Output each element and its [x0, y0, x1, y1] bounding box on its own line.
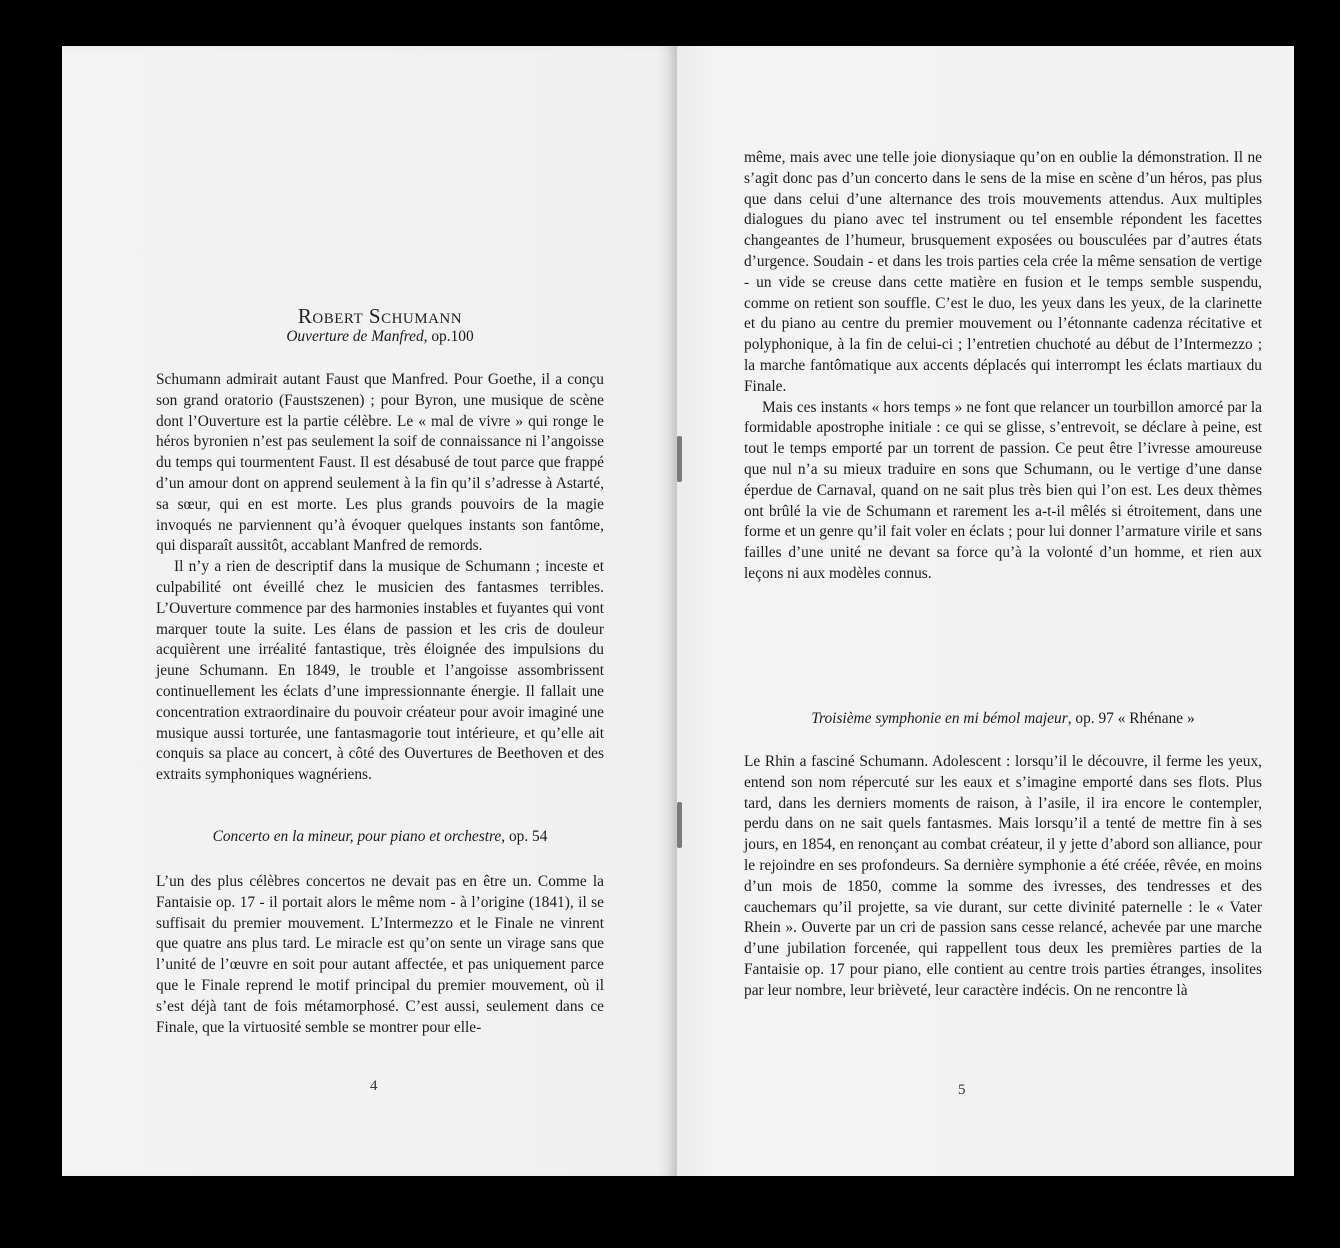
concerto-text: [156, 872, 604, 1038]
section-heading-manfred: Ouverture de Manfred, op.100: [286, 328, 474, 345]
rhenane-text: [744, 752, 1262, 1002]
page-number-left: 4: [370, 1078, 378, 1094]
paragraph: même, mais avec une telle joie dionysiaque qu’on en oublie la démonstration. Il ne s’agit donc pas d’un concerto dans le sens de la mise en scène d’un héros, pas plus que dans celui d’une alternance des trois mouvements attendus. Aux multiples dialogues du piano avec tel instrument ou tel ensemble répondent les facettes changeantes de l’humeur, brusquement exposées ou bousculées par d’autres états d’urgence. Soudain - et dans les trois parties cela crée la même sensation de vertige - un vide se creuse dans cette matière en fusion et le temps semble suspendu, comme on retient son souffle. C’est le duo, les yeux dans les yeux, de la clarinette et du piano au centre du premier mouvement ou l’étonnante cadenza récitative et polyphonique, à la fin de celui-ci ; l’entretien chuchoté au début de l’Intermezzo ; la marche fantômatique aux accents déplacés qui interrompt les éclats martiaux du Finale.: [744, 149, 1262, 395]
paragraph: L’un des plus célèbres concertos ne devait pas en être un. Comme la Fantaisie op. 17 - il portait alors le même nom - à l’origine (1841), il se suffisait du premier mouvement. L’Intermezzo et le Finale ne vinrent que quatre ans plus tard. Le miracle est qu’on sente un virage sans que l’unité de l’œuvre en soit pour autant affectée, et pas uniquement parce que le Finale reprend le motif principal du premier mouvement, où il s’est déjà tant de fois métamorphosé. C’est aussi, seulement dans ce Finale, que la virtuosité semble se montrer pour elle-: [156, 873, 604, 1036]
center-fold: [675, 46, 677, 1176]
paragraph: Le Rhin a fasciné Schumann. Adolescent : lorsqu’il le découvre, il ferme les yeux, entend son nom répercuté sur les eaux et s’imagine emporté dans ses flots. Plus tard, dans les derniers moments de raison, à l’asile, il ira encore le contempler, perdu dans on ne sait quels fantasmes. Mais lorsqu’il a tenté de mettre fin à ses jours, en 1854, en renonçant au combat créateur, il y jette d’abord son alliance, pour le rejoindre en ses profondeurs. Sa dernière symphonie a été créée, rêvée, en moins d’un mois de 1850, comme la somme des ivresses, des tendresses et des cauchemars qu’il projette, sa vie durant, sur cette divinité paternelle : le « Vater Rhein ». Ouverte par un cri de passion sans cesse relancé, achevée par une marche d’une jubilation forcenée, qui rappellent tous deux les premières parties de la Fantaisie op. 17 pour piano, elle contient au centre trois parties étranges, insolites par leur nombre, leur brièveté, leur caractère indécis. On ne rencontre là: [744, 753, 1262, 999]
paragraph: Il n’y a rien de descriptif dans la musique de Schumann ; inceste et culpabilité ont éveillé chez le musicien des fantasmes terribles. L’Ouverture commence par des harmonies instables et fuyantes qui vont marquer toute la suite. Les élans de passion et les cris de douleur acquièrent une irréalité fantastique, très éloignée des impulsions du jeune Schumann. En 1849, le trouble et l’angoisse assombrissent continuellement les éclats d’une impressionnante énergie. Il fallait une concentration extraordinaire du pouvoir créateur pour avoir imaginé une musique aussi torturée, une fantasmagorie tout intérieure, et qu’elle ait conquis sa place au concert, à côté des Ouvertures de Beethoven et des extraits symphoniques wagnériens.: [156, 558, 604, 784]
section-heading-rhenane: Troisième symphonie en mi bémol majeur, op. 97 « Rhénane »: [811, 710, 1195, 727]
page-title: Robert Schumann: [297, 304, 463, 328]
concerto-continued-text: [744, 148, 1262, 585]
page-number-right: 5: [958, 1082, 966, 1098]
booklet-spread: [62, 46, 1294, 1176]
staple-top: [677, 436, 682, 482]
paragraph: Mais ces instants « hors temps » ne font que relancer un tourbillon amorcé par la formidable apostrophe initiale : ce qui se glisse, s’entrevoit, se déclare à peine, est tout le temps emporté par un torrent de passion. Ce peut être l’ivresse amoureuse que nul n’a su mieux traduire en sons que Schumann, ou le vertige d’une danse éperdue de Carnaval, quand on ne sait plus très bien qui l’on est. Les deux thèmes ont brûlé la vie de Schumann et rarement les a-t-il mêlés si étroitement, dans une forme et un genre qu’il fait voler en éclats ; pour lui donner l’armature virile et sans failles d’une unité ne devant sa force qu’à la volonté d’un homme, et rien aux leçons ni aux modèles connus.: [744, 398, 1262, 582]
manfred-text: [156, 370, 604, 786]
section-heading-concerto: Concerto en la mineur, pour piano et orchestre, op. 54: [212, 828, 548, 845]
paragraph: Schumann admirait autant Faust que Manfred. Pour Goethe, il a conçu son grand oratorio (Faustszenen) ; pour Byron, une musique de scène dont l’Ouverture est la partie célèbre. Le « mal de vivre » qui ronge le héros byronien n’est pas seulement la soif de connaissance ni l’angoisse du temps qui tourmentent Faust. Il est désabusé de tout parce que frappé d’un amour dont on apprend seulement à la fin qu’il s’adresse à Astarté, sa sœur, qui en est morte. Les plus grands pouvoirs de la magie invoqués ne parviennent qu’à évoquer quelques instants son fantôme, qui disparaît aussitôt, accablant Manfred de remords.: [156, 371, 604, 555]
staple-bottom: [677, 802, 682, 848]
